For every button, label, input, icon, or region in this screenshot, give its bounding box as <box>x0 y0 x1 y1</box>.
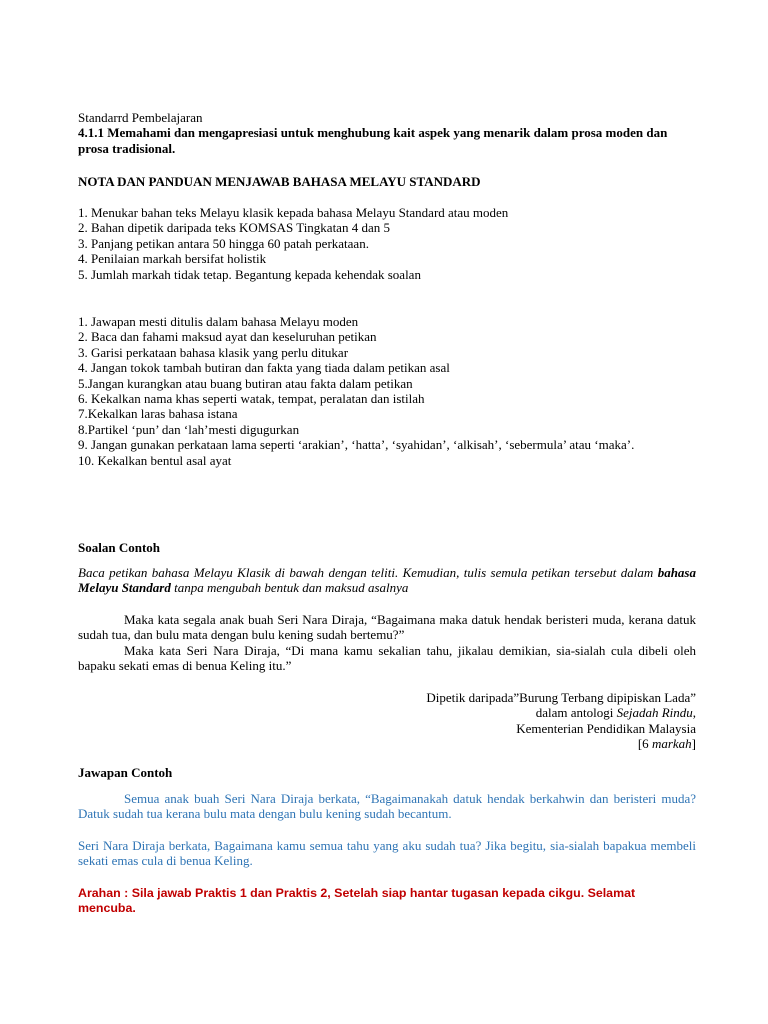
soalan-passage <box>78 612 696 674</box>
list-item: 1. Menukar bahan teks Melayu klasik kepada bahasa Melayu Standard atau moden <box>78 205 509 220</box>
source-line: Kementerian Pendidikan Malaysia <box>516 720 696 736</box>
list-item: 5. Jumlah markah tidak tetap. Begantung kepada kehendak soalan <box>78 266 421 282</box>
list-item: 1. Jawapan mesti ditulis dalam bahasa Melayu moden <box>78 314 359 329</box>
arahan-instruction: Arahan : Sila jawab Praktis 1 dan Praktis 2, Setelah siap hantar tugasan kepada cikgu. Selamat mencuba. <box>78 886 636 916</box>
list-item: 2. Baca dan fahami maksud ayat dan keseluruhan petikan <box>78 329 377 345</box>
standard-header <box>78 110 696 156</box>
list-item: 3. Panjang petikan antara 50 hingga 60 patah perkataan. <box>78 235 369 251</box>
passage-source <box>78 690 696 752</box>
list-item: 4. Jangan tokok tambah butiran dan fakta yang tiada dalam petikan asal <box>78 360 450 376</box>
nota-title: NOTA DAN PANDUAN MENJAWAB BAHASA MELAYU STANDARD <box>78 174 481 189</box>
list-item: 3. Garisi perkataan bahasa klasik yang perlu ditukar <box>78 344 349 360</box>
instruction-emphasis: bahasa Melayu Standard <box>78 565 696 596</box>
soalan-title: Soalan Contoh <box>78 540 160 555</box>
passage-paragraph: Maka kata segala anak buah Seri Nara Diraja, “Bagaimana maka datuk hendak beristeri muda, kerana datuk sudah tua, dan bulu mata dengan bulu kening sudah bertemu?” <box>78 612 696 643</box>
list-item: 4. Penilaian markah bersifat holistik <box>78 251 267 267</box>
anthology-title: Sejadah Rindu <box>616 705 693 721</box>
standard-heading: Standarrd Pembelajaran <box>78 110 203 125</box>
list-item: 2. Bahan dipetik daripada teks KOMSAS Tingkatan 4 dan 5 <box>78 220 390 236</box>
jawapan-paragraph-2: Seri Nara Diraja berkata, Bagaimana kamu semua tahu yang aku sudah tua? Jika begitu, sia-sialah bapakua membeli sekati emas cula di benua Keling. <box>78 838 696 869</box>
jawapan-title: Jawapan Contoh <box>78 765 173 780</box>
source-line: dalam antologi Sejadah Rindu, <box>535 705 696 721</box>
list-item: 8.Partikel ‘pun’ dan ‘lah’mesti digugurkan <box>78 421 300 437</box>
standard-statement: 4.1.1 Memahami dan mengapresiasi untuk menghubung kait aspek yang menarik dalam prosa moden dan prosa tradisional. <box>78 125 668 156</box>
list-item: 6. Kekalkan nama khas seperti watak, tempat, peralatan dan istilah <box>78 391 425 407</box>
source-line: Dipetik daripada”Burung Terbang dipipiskan Lada” <box>426 690 696 705</box>
marks-label: [6 markah] <box>637 736 696 752</box>
jawapan-paragraph-1: Semua anak buah Seri Nara Diraja berkata, “Bagaimanakah datuk hendak berkahwin dan beristeri muda? Datuk sudah tua kerana bulu mata dengan bulu kening sudah becantum. <box>78 791 696 822</box>
list-item: 7.Kekalkan laras bahasa istana <box>78 406 238 422</box>
list-item: 9. Jangan gunakan perkataan lama seperti ‘arakian’, ‘hatta’, ‘syahidan’, ‘alkisah’, ‘sebermula’ atau ‘maka’. <box>78 437 635 453</box>
nota-list-1 <box>78 205 696 282</box>
soalan-instruction: Baca petikan bahasa Melayu Klasik di bawah dengan teliti. Kemudian, tulis semula petikan tersebut dalam bahasa Melayu Standard tanpa mengubah bentuk dan maksud asalnya <box>78 565 696 596</box>
nota-list-2 <box>78 314 696 468</box>
list-item: 5.Jangan kurangkan atau buang butiran atau fakta dalam petikan <box>78 375 413 391</box>
passage-paragraph: Maka kata Seri Nara Diraja, “Di mana kamu sekalian tahu, jikalau demikian, sia-sialah cula dibeli oleh bapaku sekati emas di benua Keling itu.” <box>78 642 696 674</box>
list-item: 10. Kekalkan bentul asal ayat <box>78 452 232 468</box>
